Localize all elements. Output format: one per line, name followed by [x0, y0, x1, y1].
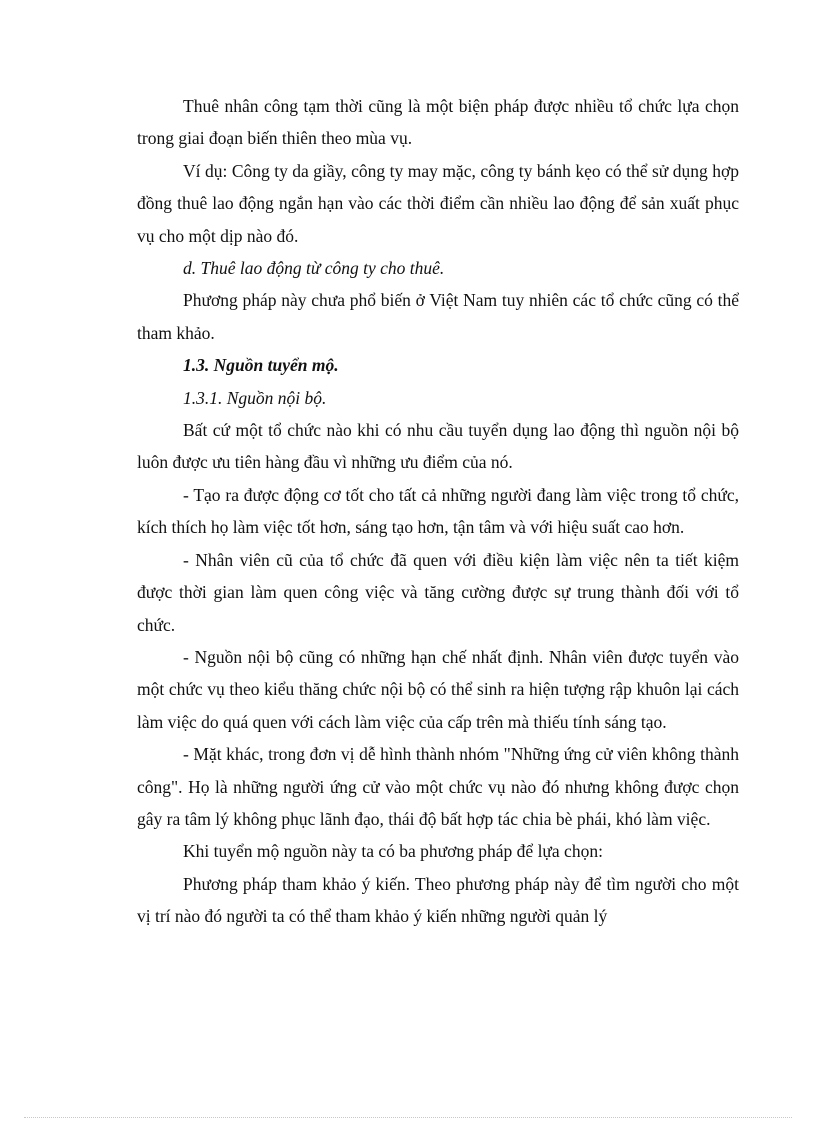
paragraph-lease-method: Phương pháp này chưa phổ biến ở Việt Nam tuy nhiên các tổ chức cũng có thể tham khảo. — [137, 290, 739, 343]
paragraph-unsuccessful-candidates: - Mặt khác, trong đơn vị dễ hình thành nhóm "Những ứng cử viên không thành công". Họ là những người ứng cử vào một chức vụ nào đó nhưng không được chọn gây ra tâm lý không phục lãnh đạo, thái độ bất hợp tác chia bè phái, khó làm việc. — [137, 744, 739, 829]
paragraph-motivation: - Tạo ra được động cơ tốt cho tất cả những người đang làm việc trong tổ chức, kích thích họ làm việc tốt hơn, sáng tạo hơn, tận tâm và với hiệu suất cao hơn. — [137, 484, 739, 538]
paragraph-internal-priority: Bất cứ một tổ chức nào khi có nhu cầu tuyển dụng lao động thì nguồn nội bộ luôn được ưu tiên hàng đầu vì những ưu điểm của nó. — [137, 420, 739, 473]
paragraph-example: Ví dụ: Công ty da giầy, công ty may mặc, công ty bánh kẹo có thể sử dụng hợp đồng thuê lao động ngắn hạn vào các thời điểm cần nhiều lao động để sản xuất phục vụ cho một dịp nào đó. — [137, 160, 739, 246]
paragraph-consultation-method: Phương pháp tham khảo ý kiến. Theo phương pháp này để tìm người cho một vị trí nào đó người ta có thể tham khảo ý kiến những người quản lý — [137, 873, 739, 927]
paragraph-limitations: - Nguồn nội bộ cũng có những hạn chế nhất định. Nhân viên được tuyển vào một chức vụ theo kiểu thăng chức nội bộ có thể sinh ra hiện tượng rập khuôn lại cách làm việc do quá quen với cách làm việc của cấp trên mà thiếu tính sáng tạo. — [137, 646, 739, 732]
subheading-lease-labor: d. Thuê lao động từ công ty cho thuê. — [183, 258, 445, 279]
section-heading-recruitment-sources: 1.3. Nguồn tuyển mộ. — [183, 355, 339, 376]
document-body — [137, 90, 739, 933]
paragraph-temporary-hire: Thuê nhân công tạm thời cũng là một biện pháp được nhiều tổ chức lựa chọn trong giai đoạn biến thiên theo mùa vụ. — [137, 96, 739, 149]
paragraph-three-methods: Khi tuyển mộ nguồn này ta có ba phương pháp để lựa chọn: — [183, 841, 603, 862]
paragraph-familiarity: - Nhân viên cũ của tổ chức đã quen với điều kiện làm việc nên ta tiết kiệm được thời gian làm quen công việc và tăng cường được sự trung thành đối với tổ chức. — [137, 549, 739, 635]
subsection-heading-internal-source: 1.3.1. Nguồn nội bộ. — [183, 387, 327, 408]
page-bottom-divider — [24, 1117, 792, 1118]
